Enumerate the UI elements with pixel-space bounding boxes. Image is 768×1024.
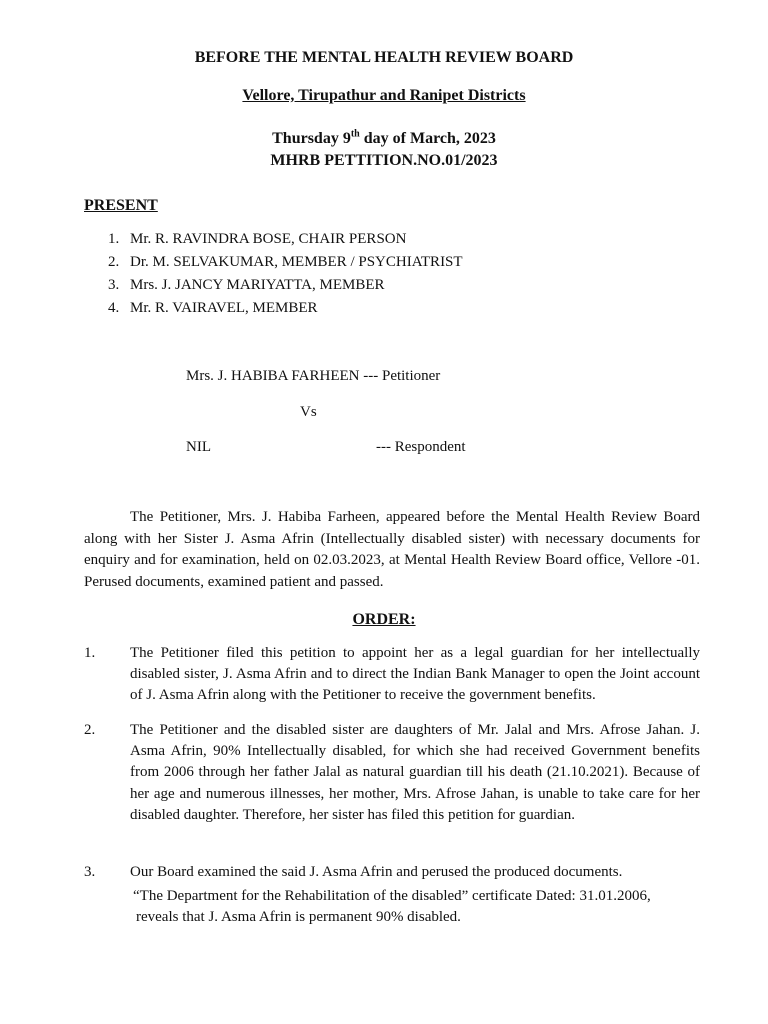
order-heading: ORDER: <box>352 611 416 628</box>
document-title: BEFORE THE MENTAL HEALTH REVIEW BOARD <box>194 49 574 66</box>
hearing-date <box>0 128 768 149</box>
intro-paragraph: The Petitioner, Mrs. J. Habiba Farheen, appeared before the Mental Health Review Board along with her Sister J. Asma Afrin (Intellectually disabled sister) with necessary documents for enquiry and for examination, held on 02.03.2023, at Mental Health Review Board office, Vellore -01. Perused documents, examined patient and passed. <box>84 509 700 590</box>
list-item: 1. Mr. R. RAVINDRA BOSE, CHAIR PERSON <box>108 231 407 247</box>
respondent-name: NIL <box>186 439 211 455</box>
list-item: 2. Dr. M. SELVAKUMAR, MEMBER / PSYCHIATRIST <box>108 254 463 270</box>
present-members-list <box>108 228 463 320</box>
certificate-result-line: reveals that J. Asma Afrin is permanent 90% disabled. <box>136 909 461 925</box>
order-number: 1. <box>84 645 96 661</box>
districts-heading: Vellore, Tirupathur and Ranipet Districts <box>242 87 526 104</box>
list-item: 3. Mrs. J. JANCY MARIYATTA, MEMBER <box>108 277 385 293</box>
certificate-line: “The Department for the Rehabilitation of the disabled” certificate Dated: 31.01.2006, <box>133 888 651 904</box>
date-suffix: day of March, 2023 <box>359 130 496 147</box>
order-text: Our Board examined the said J. Asma Afrin and perused the produced documents. <box>130 864 623 880</box>
member-name: Mr. R. RAVINDRA BOSE, CHAIR PERSON <box>130 231 407 247</box>
petitioner-line: Mrs. J. HABIBA FARHEEN --- Petitioner <box>186 368 441 384</box>
member-name: Dr. M. SELVAKUMAR, MEMBER / PSYCHIATRIST <box>130 254 463 270</box>
order-number: 3. <box>84 864 96 880</box>
date-ordinal: th <box>350 128 360 140</box>
respondent-label: --- Respondent <box>376 439 466 455</box>
order-text: The Petitioner filed this petition to appoint her as a legal guardian for her intellectually disabled sister, J. Asma Afrin and to direct the Indian Bank Manager to open the Joint account of J. Asma Afrin along with the Petitioner to receive the government benefits. <box>130 645 700 704</box>
order-text: The Petitioner and the disabled sister are daughters of Mr. Jalal and Mrs. Afrose Jahan. J. Asma Afrin, 90% Intellectually disabled, for which she had received Government benefits from 2006 through her father Jalal as natural guardian till his death (21.10.2021). Because of her age and numerous illnesses, her mother, Mrs. Afrose Jahan, is unable to take care for her disabled daughter. Therefore, her sister has filed this petition for guardian. <box>130 722 700 823</box>
member-name: Mrs. J. JANCY MARIYATTA, MEMBER <box>130 277 385 293</box>
present-heading: PRESENT <box>84 197 158 214</box>
member-name: Mr. R. VAIRAVEL, MEMBER <box>130 300 318 316</box>
list-item: 4. Mr. R. VAIRAVEL, MEMBER <box>108 300 318 316</box>
petition-number: MHRB PETTITION.NO.01/2023 <box>270 152 498 169</box>
order-number: 2. <box>84 722 96 738</box>
date-prefix: Thursday 9 <box>272 130 351 147</box>
versus-label: Vs <box>300 404 317 420</box>
